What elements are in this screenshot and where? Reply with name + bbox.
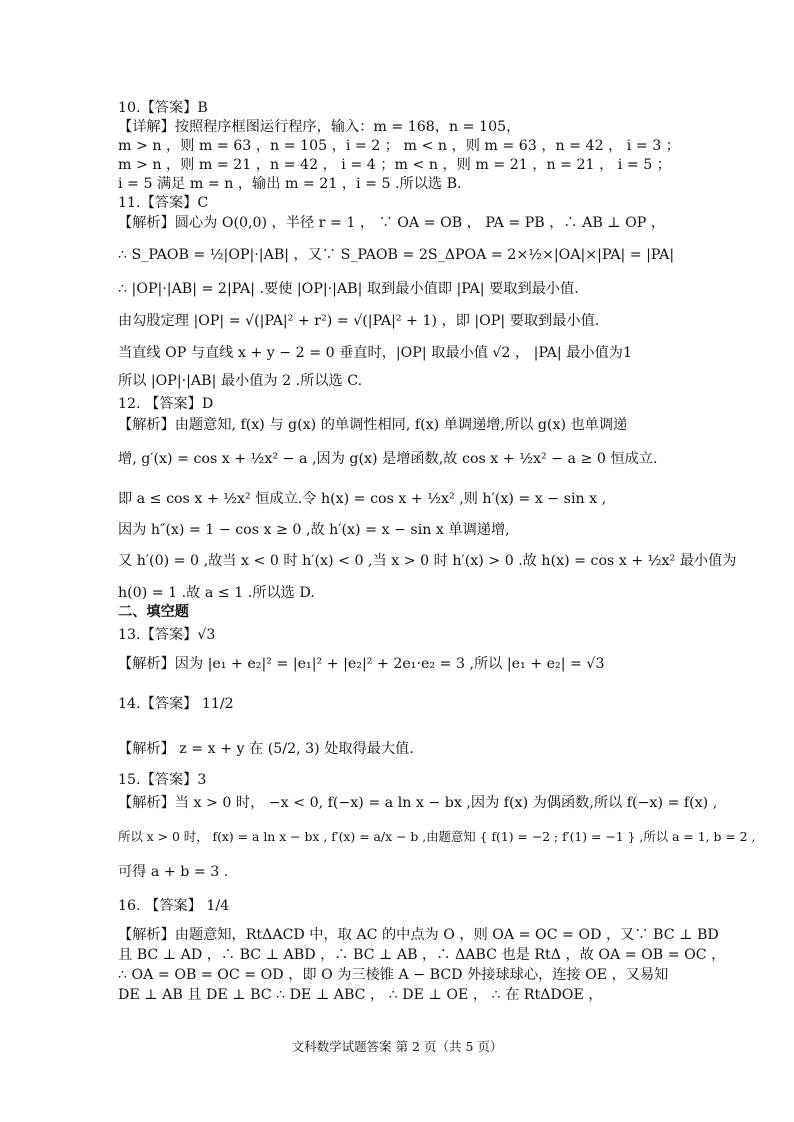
text-line: ∴ OA = OB = OC = OD ，即 O 为三棱锥 A − BCD 外接球球心，连接 OE ，又易知 [118,967,669,983]
text-line: 16. 【答案】 1/4 [118,898,230,914]
text-line: 又 h′(0) = 0 ,故当 x < 0 时 h′(x) < 0 ,当 x > 0 时 h′(x) > 0 .故 h(x) = cos x + ½x² 最小值为 [118,553,737,569]
text-line: 【解析】由题意知, f(x) 与 g(x) 的单调性相同, f(x) 单调递增,所以 g(x) 也单调递 [118,417,628,433]
text-line: 当直线 OP 与直线 x + y − 2 = 0 垂直时，|OP| 取最小值 √2 ， |PA| 最小值为1 [118,345,632,361]
text-line: 15.【答案】3 [118,772,207,788]
page-footer: 文科数学试题答案 第 2 页（共 5 页） [291,1039,503,1054]
text-line: 且 BC ⊥ AD ，∴ BC ⊥ ABD ，∴ BC ⊥ AB ，∴ ΔABC 也是 RtΔ ，故 OA = OB = OC ， [118,947,726,963]
text-line: 可得 a + b = 3 . [118,864,229,880]
text-line: m > n ，则 m = 63 ，n = 105 ，i = 2 ； m < n ，则 m = 63 ，n = 42 ， i = 3 ； [118,138,680,154]
text-line: 因为 h″(x) = 1 − cos x ≥ 0 ,故 h′(x) = x − sin x 单调递增, [118,522,510,538]
text-line: 增, g′(x) = cos x + ½x² − a ,因为 g(x) 是增函数,故 cos x + ½x² − a ≥ 0 恒成立. [118,451,658,467]
text-line: 即 a ≤ cos x + ½x² 恒成立.令 h(x) = cos x + ½x² ,则 h′(x) = x − sin x , [118,491,607,507]
section-heading: 二、填空题 [118,604,189,620]
text-line: 11.【答案】C [118,195,209,211]
text-line: i = 5 满足 m = n ，输出 m = 21 ，i = 5 .所以选 B. [118,176,462,192]
text-line: 【详解】按照程序框图运行程序，输入：m = 168，n = 105， [118,119,521,135]
text-line: 14.【答案】 11/2 [118,696,234,712]
text-line: ∴ |OP|·|AB| = 2|PA| .要使 |OP|·|AB| 取到最小值即 |PA| 要取到最小值. [118,281,579,297]
text-line: 由勾股定理 |OP| = √(|PA|² + r²) = √(|PA|² + 1) ，即 |OP| 要取到最小值. [118,313,600,329]
text-line: 所以 x > 0 时， f(x) = a ln x − bx , f′(x) = a/x − b ,由题意知 { f(1) = −2 ; f′(1) = −1 } ,所以 a = 1, b = 2 , [118,829,756,844]
text-line: m > n ，则 m = 21 ，n = 42 ， i = 4 ；m < n ，则 m = 21 ，n = 21 ， i = 5 ； [118,157,671,173]
text-line: 【解析】由题意知，RtΔACD 中，取 AC 的中点为 O ，则 OA = OC = OD ，又∵ BC ⊥ BD [118,927,719,943]
text-line: 【解析】 z = x + y 在 (5/2, 3) 处取得最大值. [118,741,414,757]
text-line: ∴ S_PAOB = ½|OP|·|AB| ，又∵ S_PAOB = 2S_ΔPOA = 2×½×|OA|×|PA| = |PA| [118,247,675,263]
text-line: 【解析】因为 |e₁ + e₂|² = |e₁|² + |e₂|² + 2e₁·e₂ = 3 ,所以 |e₁ + e₂| = √3 [118,656,605,672]
text-line: 13.【答案】√3 [118,627,216,643]
text-line: 所以 |OP|·|AB| 最小值为 2 .所以选 C. [118,373,363,389]
text-line: 12. 【答案】D [118,396,214,412]
text-line: 【解析】圆心为 O(0,0) ，半径 r = 1 ， ∵ OA = OB ， PA = PB ，∴ AB ⊥ OP ， [118,215,666,231]
text-line: h(0) = 1 .故 a ≤ 1 .所以选 D. [118,585,315,601]
text-line: 10.【答案】B [118,100,208,116]
text-line: DE ⊥ AB 且 DE ⊥ BC ∴ DE ⊥ ABC ， ∴ DE ⊥ OE ， ∴ 在 RtΔDOE ， [118,987,603,1003]
text-line: 【解析】当 x > 0 时， −x < 0, f(−x) = a ln x − bx ,因为 f(x) 为偶函数,所以 f(−x) = f(x) , [118,795,718,811]
